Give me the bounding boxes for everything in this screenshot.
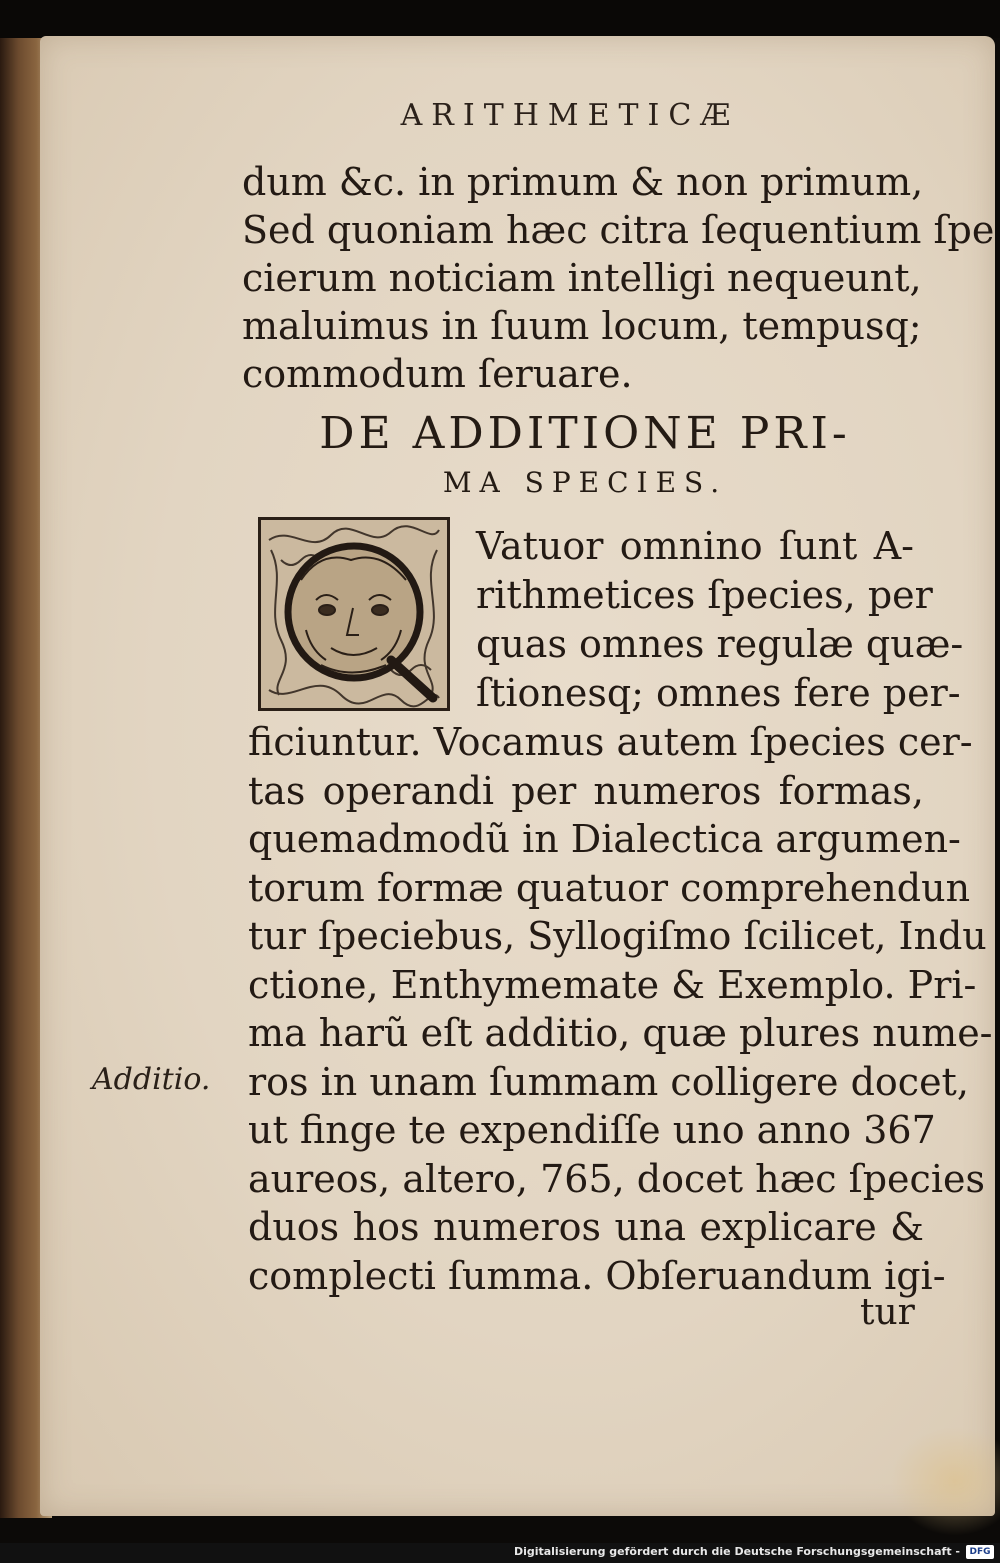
- text-line: ctione, Enthymemate & Exemplo. Pri-: [248, 962, 977, 1007]
- footer-credit: Digitalisierung gefördert durch die Deutsche Forschungsgemeinschaft -: [513, 1545, 960, 1558]
- show-through-mark: [110, 336, 220, 376]
- margin-note: Additio.: [92, 1062, 211, 1097]
- text-line: torum formæ quatuor comprehendun: [248, 865, 971, 910]
- decorated-initial-q: [258, 517, 450, 711]
- text-line: Vatuor omnino ſunt A-: [476, 524, 914, 568]
- text-line: duos hos numeros una explicare &: [248, 1205, 924, 1249]
- section-subheading: MA SPECIES.: [442, 466, 728, 499]
- text-line: tur ſpeciebus, Syllogiſmo ſcilicet, Indu: [248, 914, 987, 958]
- running-head: ARITHMETICÆ: [400, 98, 740, 133]
- text-line: ma harũ eſt additio, quæ plures nume-: [248, 1011, 993, 1055]
- section-heading: DE ADDITIONE PRI-: [319, 408, 851, 459]
- text-line: ſtionesq; omnes fere per-: [476, 671, 961, 715]
- text-line: Sed quoniam hæc citra ſequentium ſpe: [242, 208, 995, 252]
- text-line: dum &c. in primum & non primum,: [242, 160, 924, 204]
- dfg-logo: DFG: [966, 1545, 994, 1559]
- text-line: commodum ſeruare.: [242, 352, 633, 396]
- opening-text-block: [242, 158, 995, 398]
- text-line: ros in unam ſummam colligere docet,: [248, 1059, 969, 1104]
- catchword: tur: [860, 1292, 915, 1333]
- text-line: ficiuntur. Vocamus autem ſpecies cer-: [248, 720, 973, 764]
- text-line: quas omnes regulæ quæ-: [476, 622, 964, 666]
- text-line: tas operandi per numeros formas,: [248, 768, 924, 813]
- woodcut-face-icon: [261, 520, 447, 708]
- text-line: cierum noticiam intelligi nequeunt,: [242, 256, 922, 300]
- body-text-block: [248, 718, 993, 1300]
- scan-top-border: [0, 0, 1000, 38]
- text-line: rithmetices ſpecies, per: [476, 573, 933, 617]
- text-line: ut finge te expendiſſe uno anno 367: [248, 1108, 936, 1152]
- wrapped-text-block: [476, 522, 964, 718]
- text-line: complecti ſumma. Obſeruandum igi-: [248, 1253, 946, 1298]
- paper-stain: [890, 1426, 1000, 1536]
- text-line: maluimus in ſuum locum, tempusq;: [242, 304, 922, 348]
- text-line: quemadmodũ in Dialectica argumen-: [248, 817, 961, 861]
- text-line: aureos, altero, 765, docet hæc ſpecies: [248, 1156, 985, 1201]
